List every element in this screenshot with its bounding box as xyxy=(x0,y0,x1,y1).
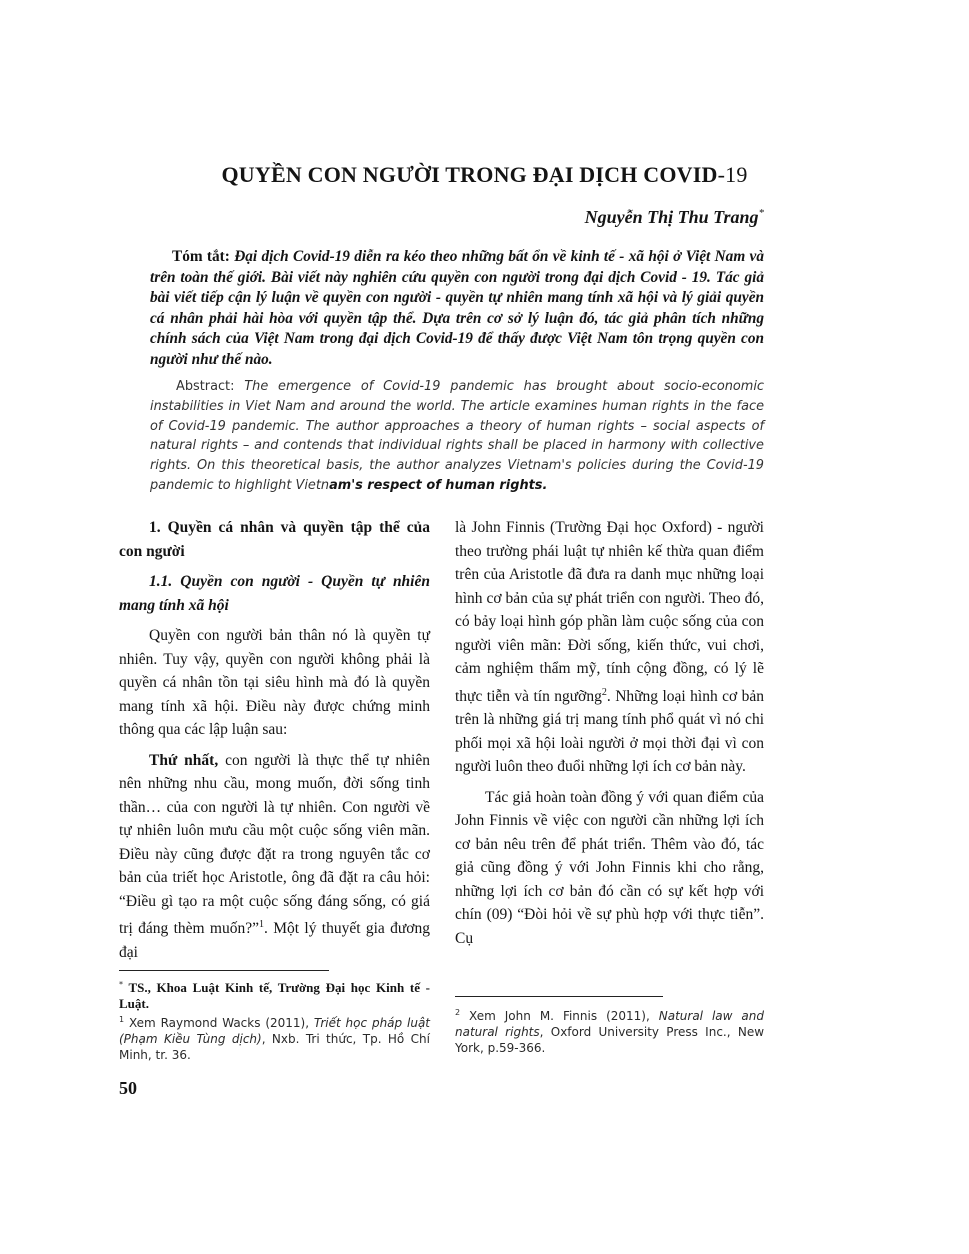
abstract-vietnamese xyxy=(150,247,764,370)
left-column xyxy=(119,516,430,964)
paper-title: QUYỀN CON NGƯỜI TRONG ĐẠI DỊCH COVID-19 xyxy=(221,162,748,187)
subsection-heading: 1.1. Quyền con người - Quyền tự nhiên mang tính xã hội xyxy=(119,573,430,614)
paragraph: Tác giả hoàn toàn đồng ý với quan điểm của John Finnis về việc con người cần những lợi ích cơ bản nêu trên để phát triển. Thêm vào đó, tác giả cũng đồng ý với John Finnis khi cho rằng, những lợi ích cơ bản đó cần có sự kết hợp với chín (09) “Đòi hỏi về sự phù hợp với thực tiễn”. Cụ xyxy=(455,788,764,947)
footnote-rule-left xyxy=(119,970,329,971)
page-number: 50 xyxy=(119,1078,137,1098)
section-heading: 1. Quyền cá nhân và quyền tập thể của con người xyxy=(119,519,430,560)
abstract-vi-label: Tóm tắt: xyxy=(172,248,230,265)
footnotes-left xyxy=(119,977,430,1063)
abstract-en-label: Abstract: xyxy=(176,379,235,394)
abstract-en-bold-tail: am's respect of human rights. xyxy=(329,477,548,493)
abstract-en-text: The emergence of Covid-19 pandemic has brought about socio-economic instabilities in Viet Nam and around the world. The article examines human rights in the face of Covid-19 pandemic. The author approaches a theory of human rights – social aspects of natural rights – and contends that individual rights shall be placed in harmony with collective rights. On this theoretical basis, the author analyzes Vietnam's policies during the Covid-19 pandemic to highlight Vietn xyxy=(150,379,764,493)
abstract-vi-text: Đại dịch Covid-19 diễn ra kéo theo những bất ổn về kinh tế - xã hội ở Việt Nam và trên toàn thế giới. Bài viết này nghiên cứu quyền con người trong đại dịch Covid - 19. Tác giả bài viết tiếp cận lý luận về quyền con người - quyền tự nhiên mang tính xã hội và lý giải quyền cá nhân phải hài hòa với quyền tập thể. Dựa trên cơ sở lý luận đó, tác giả phân tích những chính sách của Việt Nam trong đại dịch Covid-19 để thấy được Việt Nam tôn trọng quyền con người như thế nào. xyxy=(150,248,764,368)
author-name: Nguyễn Thị Thu Trang* xyxy=(584,207,764,227)
footnote-1: $^1$ Xem Raymond Wacks (2011), Triết học pháp luật (Phạm Kiều Tùng dịch), Nxb. Tri thức, Tp. Hồ Chí Minh, tr. 36. xyxy=(119,1015,431,1062)
footnote-rule-right xyxy=(455,996,663,997)
right-column xyxy=(455,516,764,950)
paragraph: là John Finnis (Trường Đại học Oxford) - người theo trường phái luật tự nhiên kế thừa quan điểm trên của Aristotle đã đưa ra danh mục những loại hình cơ bản của sự phát triển con người. Theo đó, có bảy loại hình góp phần làm cuộc sống của con người viên mãn: Đời sống, kiến thức, vui chơi, cảm nghiệm thẩm mỹ, tính cộng đồng, có lý lẽ thực tiễn và tín ngưỡng$^2$. Những loại hình cơ bản trên là những giá trị mang tính phổ quát vì nó chi phối mọi xã hội loài người ở mọi thời đại vì con người luôn theo đuổi những lợi ích cơ bản này. xyxy=(455,519,765,776)
paragraph: Quyền con người bản thân nó là quyền tự nhiên. Tuy vậy, quyền con người không phải là quyền cá nhân tồn tại siêu hình mà đó là quyền mang tính xã hội. Điều này được chứng minh thông qua các lập luận sau: xyxy=(119,627,430,738)
footnotes-right xyxy=(455,1005,764,1056)
footnote-2: $^2$ Xem John M. Finnis (2011), Natural law and natural rights, Oxford University Press Inc., New York, p.59-366. xyxy=(455,1008,765,1055)
paragraph: Thứ nhất, con người là thực thể tự nhiên nên những nhu cầu, mong muốn, đời sống tinh thần… của con người là tự nhiên. Con người về tự nhiên luôn mưu cầu một cuộc sống viên mãn. Điều này cũng được đặt ra trong nguyên tắc cơ bản của triết học Aristotle, ông đã đặt ra câu hỏi: “Điều gì tạo ra một cuộc sống đáng sống, có giá trị đáng thèm muốn?”$^1$. Một lý thuyết gia đương đại xyxy=(119,751,431,961)
abstract-english xyxy=(150,377,764,496)
footnote-author: * TS., Khoa Luật Kinh tế, Trường Đại học Kinh tế - Luật. xyxy=(119,980,430,1011)
